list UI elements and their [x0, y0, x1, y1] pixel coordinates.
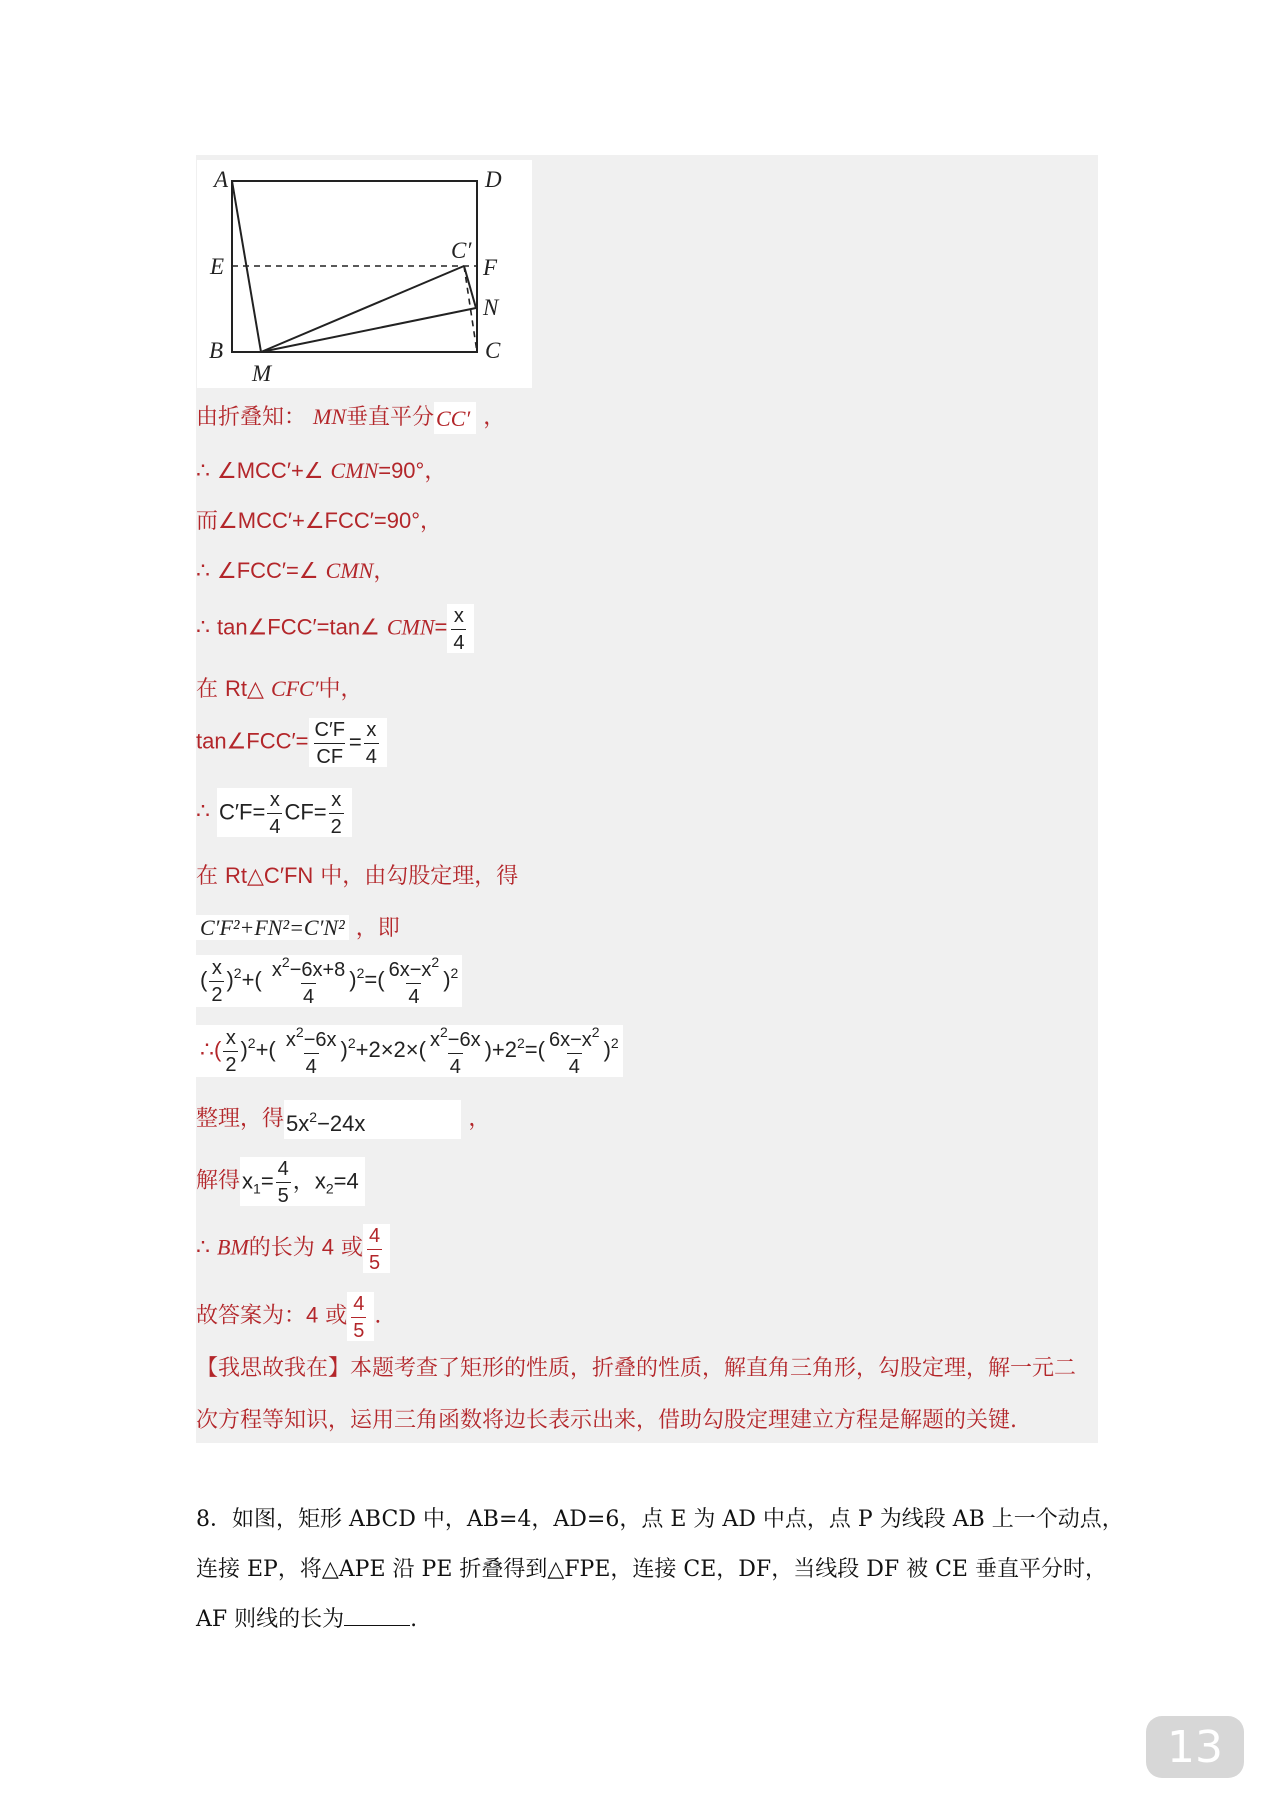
numerator: x: [269, 789, 280, 811]
equals: =: [348, 729, 362, 755]
denominator: 4: [451, 629, 466, 653]
variable: x: [242, 1168, 254, 1194]
math: ∠FCC′=∠: [217, 558, 319, 583]
numerator: [387, 955, 442, 983]
segment-mn: [261, 308, 476, 352]
math-bm: BM: [217, 1234, 249, 1260]
term: x: [285, 1029, 296, 1051]
reflection-line-1: 【我思故我在】本题考查了矩形的性质，折叠的性质，解直角三角形，勾股定理，解一元二: [196, 1356, 1077, 1381]
text: 整理，得: [196, 1106, 285, 1132]
variable: x: [314, 1168, 326, 1194]
label-e: E: [210, 254, 225, 279]
math-box: [284, 1100, 461, 1139]
math-cmn: CMN: [325, 558, 374, 583]
value: 4: [306, 1302, 319, 1328]
solution-line-10: [196, 913, 400, 944]
exponent: 2: [450, 964, 459, 981]
text: ，: [468, 1106, 491, 1132]
text: 在: [196, 677, 219, 702]
numerator: [270, 955, 347, 983]
math: CF=: [284, 799, 327, 825]
operator: +2×2×(: [355, 1036, 426, 1062]
solution-line-1: [196, 402, 505, 434]
question-line-3: [196, 1595, 1096, 1645]
fraction: [329, 790, 344, 837]
equation: [196, 1025, 623, 1077]
denominator: 5: [367, 1249, 382, 1273]
label-c-prime: C′: [451, 238, 472, 263]
exponent: 2: [356, 964, 365, 981]
text: ，: [373, 559, 396, 584]
term: −6x+8: [289, 959, 346, 981]
question-8: [196, 1495, 1124, 1645]
numerator: x: [331, 789, 342, 811]
numerator: 4: [353, 1293, 365, 1315]
term: −6x: [303, 1029, 337, 1051]
exponent: 2: [431, 954, 440, 970]
therefore-symbol: ∴: [196, 1235, 210, 1261]
answer-blank[interactable]: [344, 1606, 410, 1626]
text: 解得: [196, 1168, 241, 1194]
denominator: CF: [314, 743, 345, 767]
solution-line-7: [196, 718, 387, 767]
fraction: [223, 1028, 238, 1075]
solution-line-14: [196, 1157, 365, 1206]
numerator: 4: [277, 1158, 289, 1180]
operator: =(: [364, 966, 385, 992]
subscript: 2: [325, 1180, 334, 1197]
fraction: [387, 955, 442, 1007]
solution-line-5: [196, 604, 474, 653]
therefore-symbol: ∴: [196, 799, 210, 825]
math: tan∠FCC′=: [196, 728, 309, 754]
paren: (: [200, 966, 208, 992]
denominator: 4: [304, 1053, 319, 1077]
numerator: [284, 1025, 339, 1053]
term: 6x−x: [548, 1029, 592, 1051]
math: ∠MCC′+∠: [217, 458, 324, 483]
text: 而: [196, 509, 219, 534]
geometry-figure: [197, 160, 532, 388]
solution-line-16: [196, 1292, 381, 1341]
numerator: x: [225, 1026, 236, 1049]
therefore-symbol: ∴: [196, 459, 210, 484]
math-mn: MN: [313, 404, 347, 429]
question-text: .: [410, 1607, 418, 1632]
therefore-symbol: ∴(: [200, 1036, 222, 1062]
exponent: 2: [309, 1109, 318, 1125]
equals: =: [260, 1168, 274, 1194]
equation-line-2: [196, 1025, 623, 1077]
fraction-box: [347, 1292, 374, 1341]
solution-line-2: [196, 456, 446, 487]
fraction: [547, 1025, 602, 1077]
exponent: 2: [610, 1034, 619, 1051]
page-number-badge: 13: [1146, 1716, 1244, 1778]
math-pythagoras: C′F²+FN²=C′N²: [196, 915, 349, 940]
numerator: [428, 1025, 483, 1053]
segment-mc-prime: [261, 266, 464, 352]
exponent: 2: [295, 1024, 304, 1040]
label-a: A: [214, 167, 229, 192]
math-cmn: CMN: [386, 614, 435, 640]
solution-line-9: [196, 861, 518, 892]
paren: ): [603, 1036, 611, 1062]
numerator: x: [211, 956, 222, 979]
text: 或: [325, 1303, 348, 1329]
subscript: 1: [253, 1180, 261, 1197]
exponent: 2: [347, 1034, 356, 1051]
numerator: [547, 1025, 602, 1053]
paren: ): [340, 1036, 348, 1062]
denominator: 4: [448, 1053, 463, 1077]
therefore-symbol: ∴: [196, 615, 210, 641]
solution-line-4: [196, 556, 395, 587]
reflection-line-2: 次方程等知识，运用三角函数将边长表示出来，借助勾股定理建立方程是解题的关键.: [196, 1408, 1017, 1433]
question-text: AF 则线的长为: [196, 1607, 345, 1632]
exponent: 2: [591, 1024, 600, 1040]
term: 6x−x: [388, 959, 432, 981]
label-m: M: [252, 361, 272, 386]
question-line-2: 连接 EP，将△APE 沿 PE 折叠得到△FPE，连接 CE，DF，当线段 DF 被 CE 垂直平分时，: [196, 1557, 1107, 1582]
paren: ): [240, 1036, 248, 1062]
denominator: 4: [567, 1053, 582, 1077]
operator: +(: [241, 966, 262, 992]
separator: ，: [292, 1168, 315, 1194]
fraction-box: [363, 1224, 390, 1273]
operator: +(: [255, 1036, 276, 1062]
math: =90°，: [378, 458, 447, 483]
solution-line-13: [196, 1100, 490, 1139]
math-cmn: CMN: [330, 458, 379, 483]
operator: )+2: [484, 1036, 517, 1062]
denominator: 5: [351, 1317, 366, 1341]
math: Rt△C′FN: [225, 863, 314, 888]
math-box: [240, 1157, 365, 1206]
equation: [196, 955, 462, 1007]
fraction-box: [309, 718, 387, 767]
question-line-1: 8．如图，矩形 ABCD 中，AB=4，AD=6，点 E 为 AD 中点，点 P 为线段 AB 上一个动点，: [196, 1507, 1124, 1532]
denominator: 4: [406, 983, 421, 1007]
paren: ): [226, 966, 234, 992]
term: x: [271, 959, 282, 981]
math: C′F=: [219, 799, 266, 825]
denominator: 2: [223, 1051, 238, 1075]
numerator: x: [453, 605, 464, 627]
label-b: B: [209, 338, 224, 363]
label-c: C: [485, 338, 501, 363]
rectangle-fold-diagram: [197, 160, 532, 388]
exponent: 2: [281, 954, 290, 970]
solution-line-15: [196, 1224, 390, 1273]
text: 由折叠知：: [196, 405, 307, 430]
therefore-symbol: ∴: [196, 559, 210, 584]
text: .: [374, 1303, 382, 1329]
math: tan∠FCC′=tan∠: [217, 614, 380, 640]
label-n: N: [483, 295, 499, 320]
fraction-box: [447, 604, 474, 653]
label-f: F: [483, 255, 498, 280]
text: 或: [341, 1235, 364, 1261]
text: 中，由勾股定理，得: [320, 864, 519, 889]
exponent: 2: [517, 1034, 525, 1051]
fraction: [364, 720, 379, 767]
text: ，即: [355, 916, 400, 941]
fraction: [267, 790, 282, 837]
value: 4: [321, 1234, 335, 1260]
numerator: 4: [369, 1225, 381, 1247]
math: ∠MCC′+∠FCC′=90°，: [218, 508, 442, 533]
text: 的长为: [248, 1235, 315, 1261]
fraction: [276, 1159, 291, 1206]
solution-line-3: [196, 506, 442, 537]
fraction: [428, 1025, 483, 1077]
denominator: 4: [364, 743, 379, 767]
value: =4: [333, 1168, 359, 1194]
text: ，: [483, 405, 506, 430]
fraction: [367, 1226, 382, 1273]
math-cc-prime: CC′: [434, 402, 476, 434]
text: 中，: [318, 677, 363, 702]
text: 故答案为：: [196, 1303, 307, 1329]
fraction: [209, 958, 224, 1005]
equation-line-1: [196, 955, 462, 1007]
fraction: [351, 1294, 366, 1341]
denominator: 4: [301, 983, 316, 1007]
term: x: [429, 1029, 440, 1051]
exponent: 2: [439, 1024, 448, 1040]
math-cfc-prime: CFC′: [270, 676, 319, 701]
numerator: x: [366, 719, 377, 741]
term: −6x: [447, 1029, 481, 1051]
text: 垂直平分: [346, 405, 435, 430]
denominator: 2: [209, 981, 224, 1005]
denominator: 2: [329, 813, 344, 837]
solution-line-6: [196, 674, 363, 705]
math: Rt△: [225, 676, 264, 701]
label-d: D: [485, 167, 502, 192]
denominator: 5: [276, 1182, 291, 1206]
fraction: [270, 955, 347, 1007]
text: 在: [196, 864, 219, 889]
term: 5x: [286, 1111, 310, 1136]
fraction: [451, 606, 466, 653]
numerator: C′F: [314, 719, 345, 741]
solution-line-8: [196, 788, 352, 837]
exponent: 2: [247, 1034, 256, 1051]
fraction-box: [217, 788, 352, 837]
math: =: [434, 614, 448, 640]
operator: =(: [524, 1036, 545, 1062]
fraction: [284, 1025, 339, 1077]
paren: ): [443, 966, 451, 992]
fraction: [313, 720, 347, 767]
term: −24x: [317, 1111, 366, 1136]
exponent: 2: [233, 964, 242, 981]
denominator: 4: [267, 813, 282, 837]
paren: ): [349, 966, 357, 992]
